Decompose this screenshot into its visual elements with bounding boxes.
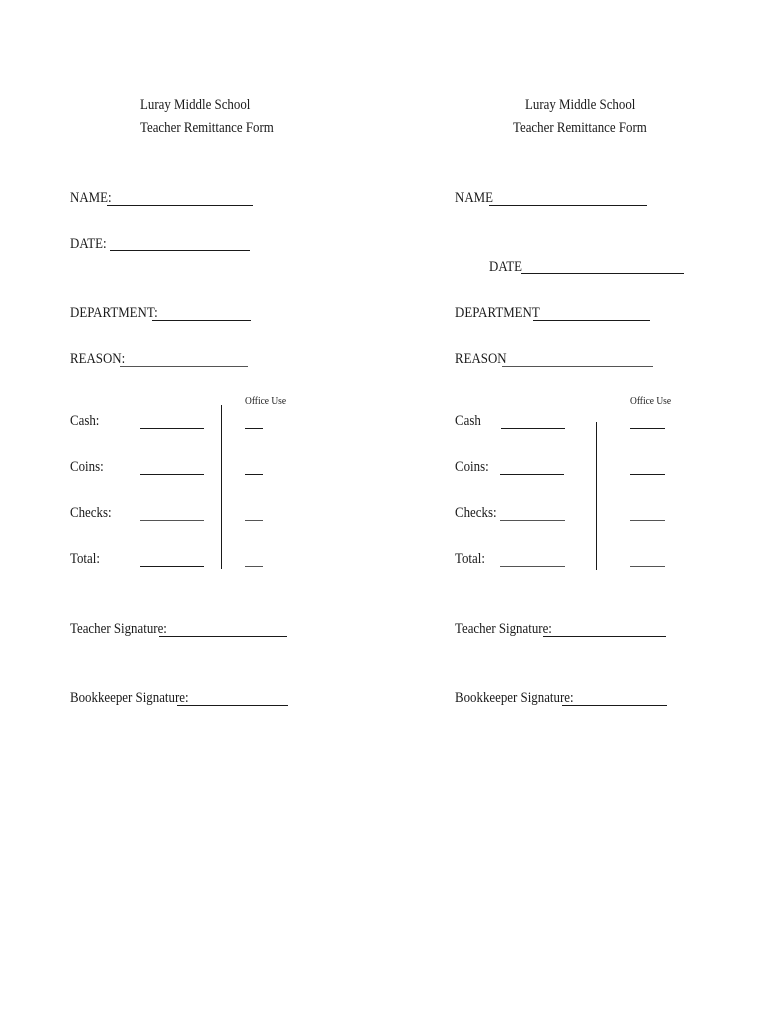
- teacher-signature-label: Teacher Signature:: [455, 621, 552, 637]
- checks-label: Checks:: [455, 505, 497, 521]
- office-use-divider: [596, 422, 597, 570]
- form-title: Teacher Remittance Form: [140, 120, 274, 136]
- checks-field[interactable]: [140, 520, 204, 521]
- date-field[interactable]: [110, 250, 250, 251]
- bookkeeper-signature-label: Bookkeeper Signature:: [70, 690, 189, 706]
- coins-office-field[interactable]: [245, 474, 263, 475]
- school-name: Luray Middle School: [525, 97, 636, 113]
- cash-office-field[interactable]: [630, 428, 665, 429]
- bookkeeper-signature-field[interactable]: [562, 705, 667, 706]
- coins-label: Coins:: [455, 459, 489, 475]
- cash-field[interactable]: [501, 428, 565, 429]
- teacher-signature-label: Teacher Signature:: [70, 621, 167, 637]
- reason-field[interactable]: [120, 366, 248, 367]
- total-office-field[interactable]: [245, 566, 263, 567]
- office-use-label: Office Use: [630, 395, 672, 407]
- name-field[interactable]: [489, 205, 647, 206]
- checks-office-field[interactable]: [245, 520, 263, 521]
- coins-label: Coins:: [70, 459, 104, 475]
- coins-field[interactable]: [500, 474, 564, 475]
- checks-office-field[interactable]: [630, 520, 665, 521]
- cash-label: Cash: [455, 413, 481, 429]
- reason-label: REASON:: [70, 351, 126, 367]
- name-field[interactable]: [107, 205, 253, 206]
- total-field[interactable]: [500, 566, 565, 567]
- bookkeeper-signature-label: Bookkeeper Signature:: [455, 690, 574, 706]
- bookkeeper-signature-field[interactable]: [177, 705, 288, 706]
- reason-field[interactable]: [502, 366, 653, 367]
- total-field[interactable]: [140, 566, 204, 567]
- cash-office-field[interactable]: [245, 428, 263, 429]
- teacher-signature-field[interactable]: [159, 636, 287, 637]
- cash-label: Cash:: [70, 413, 100, 429]
- date-field[interactable]: [521, 273, 684, 274]
- school-name: Luray Middle School: [140, 97, 251, 113]
- department-label: DEPARTMENT: [455, 305, 540, 321]
- department-field[interactable]: [152, 320, 251, 321]
- coins-field[interactable]: [140, 474, 204, 475]
- department-label: DEPARTMENT:: [70, 305, 158, 321]
- checks-field[interactable]: [500, 520, 565, 521]
- coins-office-field[interactable]: [630, 474, 665, 475]
- date-label: DATE:: [70, 236, 107, 252]
- total-office-field[interactable]: [630, 566, 665, 567]
- checks-label: Checks:: [70, 505, 112, 521]
- name-label: NAME:: [70, 190, 112, 206]
- name-label: NAME: [455, 190, 493, 206]
- office-use-label: Office Use: [245, 395, 287, 407]
- total-label: Total:: [70, 551, 100, 567]
- date-label: DATE: [489, 259, 522, 275]
- form-title: Teacher Remittance Form: [513, 120, 647, 136]
- cash-field[interactable]: [140, 428, 204, 429]
- teacher-signature-field[interactable]: [543, 636, 666, 637]
- reason-label: REASON: [455, 351, 507, 367]
- total-label: Total:: [455, 551, 485, 567]
- department-field[interactable]: [533, 320, 650, 321]
- office-use-divider: [221, 405, 222, 569]
